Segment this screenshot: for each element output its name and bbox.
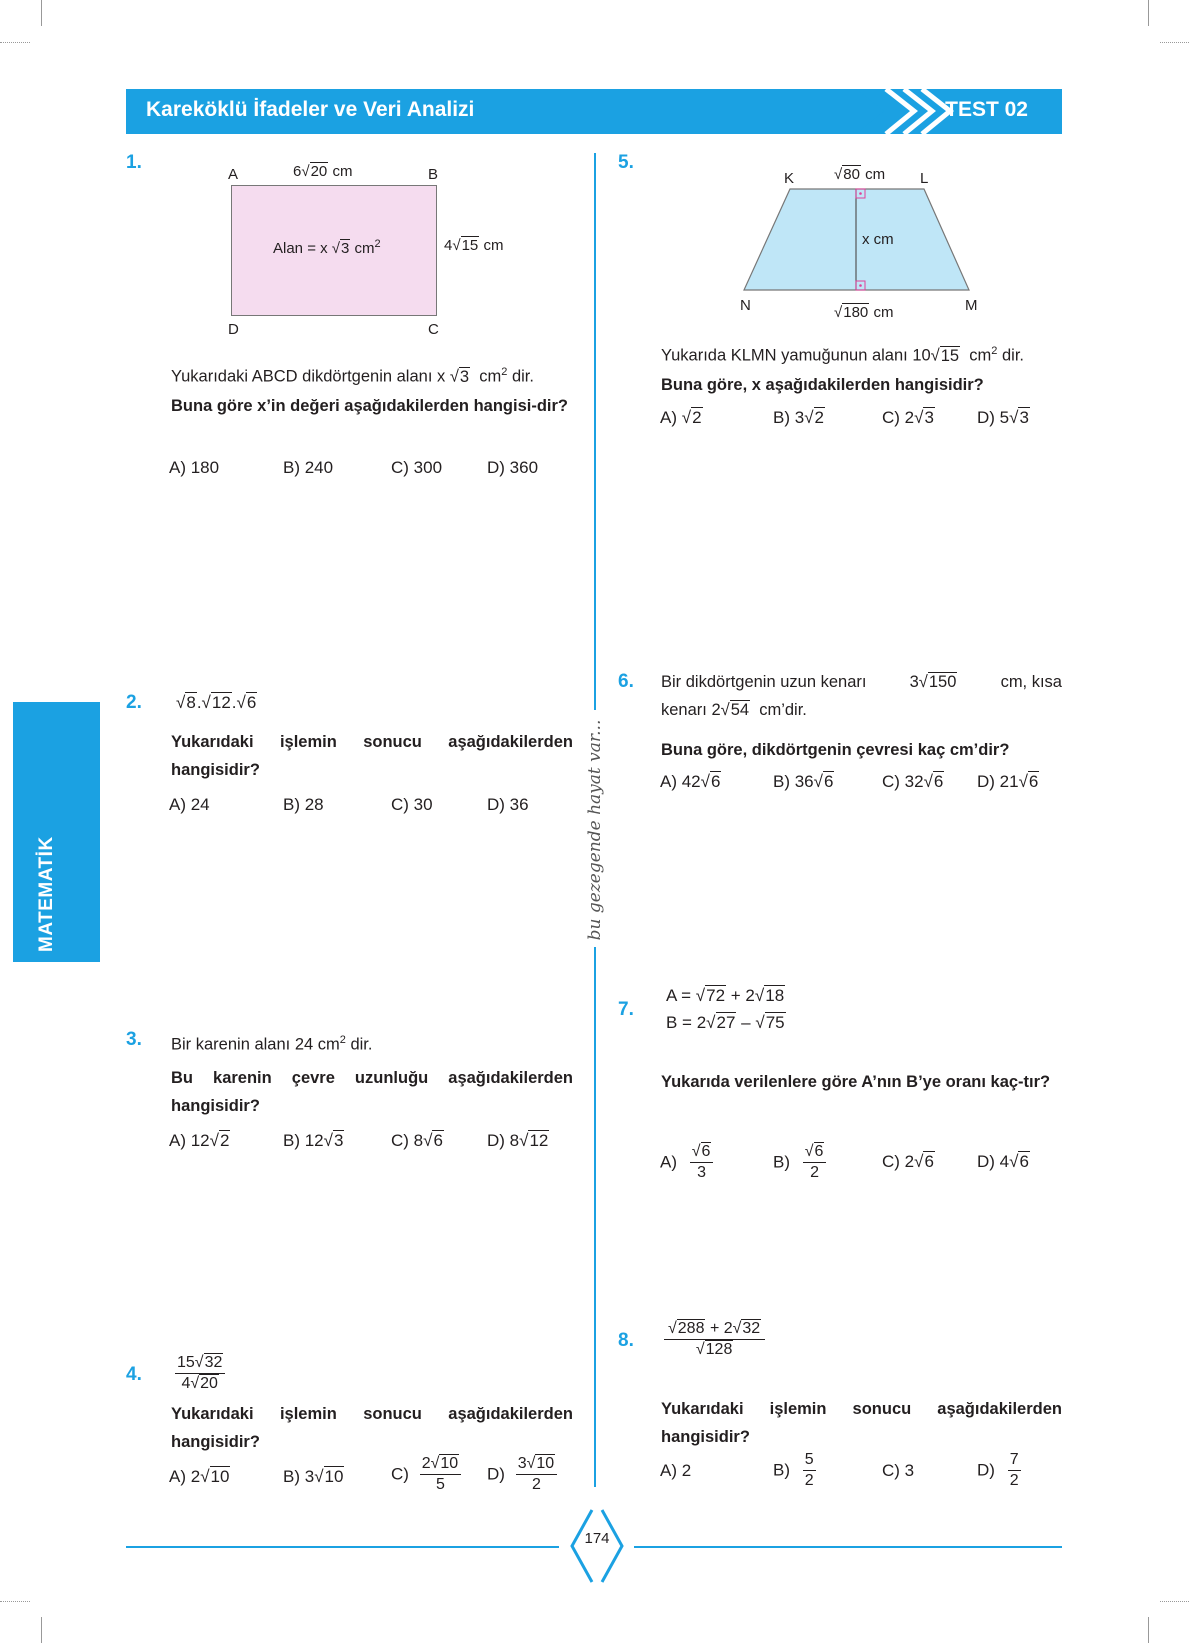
question-number: 8. <box>618 1330 634 1351</box>
option-b[interactable]: B) 3√2 <box>773 408 824 427</box>
expression-a: A = √72 + 2√18 <box>666 986 785 1005</box>
bottom-base-label: √180 cm <box>834 304 894 321</box>
question-prompt: Buna göre, x aşağıdakilerden hangisidir? <box>661 376 984 394</box>
crop-mark <box>1148 0 1149 26</box>
vertex-m-label: M <box>965 297 978 314</box>
vertex-d-label: D <box>228 321 239 338</box>
option-c[interactable]: C) 8√6 <box>391 1131 443 1150</box>
option-a[interactable]: A) 12√2 <box>169 1131 230 1150</box>
top-base-label: √80 cm <box>834 166 886 183</box>
question-prompt: Yukarıdaki işlemin sonucu aşağıdakilerden hangisidir? <box>171 1405 573 1451</box>
rectangle-abcd-figure <box>231 185 437 316</box>
option-c[interactable]: C) 2√3 <box>882 408 934 427</box>
question-prompt: Buna göre, dikdörtgenin çevresi kaç cm’dir? <box>661 741 1010 759</box>
footer-rule <box>126 1546 559 1548</box>
option-d[interactable]: D) 5√3 <box>977 408 1029 427</box>
crop-mark <box>1160 1601 1189 1602</box>
option-a[interactable]: A) 180 <box>169 458 220 477</box>
question-number: 2. <box>126 692 142 713</box>
option-b[interactable]: B) 12√3 <box>283 1131 344 1150</box>
option-d[interactable]: D) 21√6 <box>977 772 1039 791</box>
option-d[interactable]: D) $\frac{3√10}{2}$ <box>487 1454 557 1495</box>
question-number: 3. <box>126 1029 142 1050</box>
option-b[interactable]: B) $\frac{√6}{2}$ <box>773 1142 826 1183</box>
option-b[interactable]: B) 36√6 <box>773 772 834 791</box>
option-c[interactable]: C) 30 <box>391 795 433 814</box>
crop-mark <box>1148 1617 1149 1643</box>
option-c[interactable]: C) $\frac{2√10}{5}$ <box>391 1454 461 1495</box>
question-number: 6. <box>618 671 634 692</box>
top-side-label: 6√20 cm <box>293 163 353 180</box>
crop-mark <box>41 0 42 26</box>
question-number: 5. <box>618 152 634 173</box>
vertex-b-label: B <box>428 166 439 183</box>
option-a[interactable]: A) 24 <box>169 795 210 814</box>
trapezoid-klmn-figure <box>740 180 980 295</box>
option-b[interactable]: B) 3√10 <box>283 1467 344 1486</box>
crop-mark <box>0 1601 30 1602</box>
subject-label: MATEMATİK <box>36 836 57 952</box>
option-a[interactable]: A) √2 <box>660 408 702 427</box>
option-a[interactable]: A) $\frac{√6}{3}$ <box>660 1142 713 1183</box>
column-divider <box>594 153 596 710</box>
expression-b: B = 2√27 – √75 <box>666 1013 785 1032</box>
question-prompt: Bu karenin çevre uzunluğu aşağıdakilerden hangisidir? <box>171 1069 573 1115</box>
page-header <box>126 89 1062 134</box>
option-d[interactable]: D) 8√12 <box>487 1131 549 1150</box>
radical-expression: √8.√12.√6 <box>176 693 257 712</box>
crop-mark <box>1160 42 1189 43</box>
option-c[interactable]: C) 32√6 <box>882 772 944 791</box>
question-text-line2: kenarı 2√54 cm’dir. <box>661 701 807 719</box>
question-text: Bir karenin alanı 24 $cm^2$ dir. <box>171 1034 373 1054</box>
question-text: Yukarıdaki ABCD dikdörtgenin alanı x √3 $cm^2$ dir. <box>171 366 534 386</box>
column-divider <box>594 947 596 1487</box>
option-d[interactable]: D) 4√6 <box>977 1152 1029 1171</box>
fraction-expression: $\frac{√288 + 2√32}{√128}$ <box>664 1319 765 1360</box>
subject-side-tab <box>13 702 100 962</box>
option-b[interactable]: B) 240 <box>283 458 334 477</box>
question-number: 7. <box>618 999 634 1020</box>
question-prompt: Yukarıdaki işlemin sonucu aşağıdakilerden hangisidir? <box>661 1400 1062 1446</box>
option-a[interactable]: A) 2√10 <box>169 1467 230 1486</box>
option-a[interactable]: A) 2 <box>660 1461 692 1480</box>
question-text-line1: Bir dikdörtgenin uzun kenarı 3√150 cm, kısa <box>661 673 1062 691</box>
page-title: Kareköklü İfadeler ve Veri Analizi <box>146 98 475 121</box>
footer-rule <box>634 1546 1062 1548</box>
area-label: Alan = x √3 $cm^2$ <box>273 238 381 257</box>
option-b[interactable]: B) 28 <box>283 795 324 814</box>
question-text: Yukarıda KLMN yamuğunun alanı 10√15 $cm^2$ dir. <box>661 345 1024 365</box>
question-number: 1. <box>126 152 142 173</box>
question-number: 4. <box>126 1364 142 1385</box>
height-label: x cm <box>862 231 894 248</box>
right-side-label: 4√15 cm <box>444 237 504 254</box>
test-label: TEST 02 <box>945 98 1028 121</box>
option-a[interactable]: A) 42√6 <box>660 772 721 791</box>
crop-mark <box>41 1617 42 1643</box>
question-prompt: Buna göre x’in değeri aşağıdakilerden hangisi-dir? <box>171 397 569 415</box>
crop-mark <box>0 42 30 43</box>
option-c[interactable]: C) 300 <box>391 458 443 477</box>
option-b[interactable]: B) $\frac{5}{2}$ <box>773 1451 814 1489</box>
page-number: 174 <box>584 1530 610 1547</box>
option-d[interactable]: D) 360 <box>487 458 539 477</box>
question-prompt: Yukarıda verilenlere göre A’nın B’ye oranı kaç-tır? <box>661 1073 1051 1091</box>
vertex-l-label: L <box>920 170 929 187</box>
vertex-k-label: K <box>784 170 795 187</box>
option-c[interactable]: C) 2√6 <box>882 1152 934 1171</box>
slogan-vertical <box>575 720 615 940</box>
vertex-c-label: C <box>428 321 439 338</box>
slogan-text: bu gezegende hayat var... <box>585 719 605 941</box>
fraction-expression: $\frac{15√32}{4√20}$ <box>175 1353 225 1394</box>
question-prompt: Yukarıdaki işlemin sonucu aşağıdakilerden hangisidir? <box>171 733 573 779</box>
vertex-a-label: A <box>228 166 239 183</box>
option-c[interactable]: C) 3 <box>882 1461 915 1480</box>
option-d[interactable]: D) 36 <box>487 795 529 814</box>
option-d[interactable]: D) $\frac{7}{2}$ <box>977 1451 1019 1489</box>
vertex-n-label: N <box>740 297 751 314</box>
